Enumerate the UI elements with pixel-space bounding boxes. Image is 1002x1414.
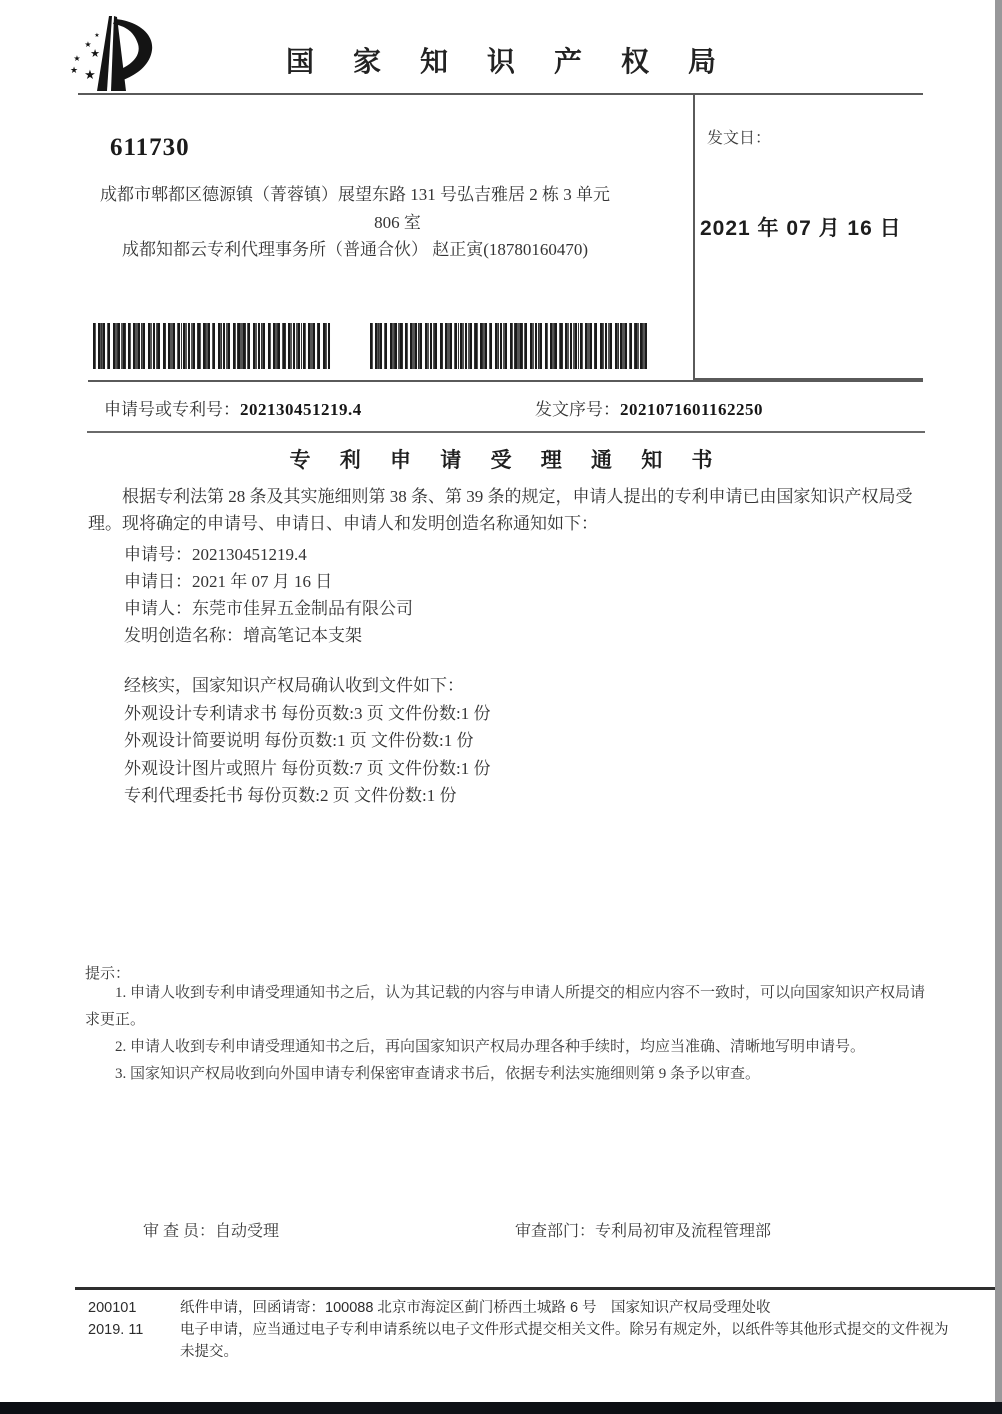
notice-title: 专 利 申 请 受 理 通 知 书 [289, 448, 725, 472]
svg-text:★: ★ [73, 54, 81, 63]
header-divider [78, 93, 923, 95]
postal-code: 611730 [110, 134, 190, 161]
recipient-agency-line: 成都知都云专利代理事务所（普通合伙） 赵正寅(18780160470) [122, 240, 589, 259]
footer-form-code-date: 2019. 11 [88, 1322, 144, 1338]
received-item: 外观设计专利请求书 每份页数:3 页 文件份数:1 份 [124, 703, 491, 723]
svg-text:★: ★ [84, 40, 92, 49]
recipient-address-line1: 成都市郫都区德源镇（菁蓉镇）展望东路 131 号弘吉雅居 2 栋 3 单元 [100, 185, 610, 204]
numbers-row-bottom-divider [87, 431, 925, 433]
serial-number-value: 2021071601162250 [620, 400, 764, 419]
field-invention-title [124, 622, 844, 649]
hints-list [85, 980, 933, 1088]
notice-fields [124, 541, 844, 649]
examiner [143, 1218, 279, 1241]
examiner-value: 自动受理 [215, 1223, 280, 1240]
serial-number [535, 395, 763, 420]
hint-item: 1. 申请人收到专利申请受理通知书之后，认为其记载的内容与申请人所提交的相应内容不一致时，可以向国家知识产权局请求更正。 [85, 985, 926, 1028]
footer-divider [75, 1287, 998, 1290]
office-title: 国 家 知 识 产 权 局 [285, 47, 732, 78]
department-value: 专利局初审及流程管理部 [595, 1223, 772, 1240]
field-value: 202130451219.4 [192, 545, 307, 564]
footer-form-code: 200101 [88, 1300, 137, 1316]
field-value: 东莞市佳昇五金制品有限公司 [192, 599, 413, 618]
footer-electronic-note: 电子申请，应当通过电子专利申请系统以电子文件形式提交相关文件。除另有规定外，以纸件等其他形式提交的文件视为未提交。 [180, 1322, 949, 1360]
received-item: 专利代理委托书 每份页数:2 页 文件份数:1 份 [124, 786, 457, 805]
department-label: 审查部门： [515, 1223, 596, 1240]
svg-text:★: ★ [90, 48, 100, 60]
field-label: 申请号： [124, 545, 192, 564]
field-label: 申请人： [124, 599, 192, 618]
field-value: 2021 年 07 月 16 日 [192, 572, 333, 591]
footer-form-codes [88, 1297, 168, 1341]
received-intro: 经核实，国家知识产权局确认收到文件如下： [124, 676, 464, 695]
received-item: 外观设计图片或照片 每份页数:7 页 文件份数:1 份 [124, 758, 491, 778]
footer-notes [180, 1297, 952, 1363]
svg-text:★: ★ [94, 33, 100, 39]
issue-date-value: 2021 年 07 月 16 日 [700, 217, 902, 240]
notice-intro: 根据专利法第 28 条及其实施细则第 38 条、第 39 条的规定，申请人提出的专利申请已由国家知识产权局受理。现将确定的申请号、申请日、申请人和发明创造名称通知如下： [88, 487, 913, 533]
hint-item: 2. 申请人收到专利申请受理通知书之后，再向国家知识产权局办理各种手续时，均应当准确、清晰地写明申请号。 [115, 1039, 866, 1055]
svg-text:★: ★ [69, 65, 79, 75]
issue-date-label: 发文日： [707, 130, 772, 147]
scan-edge-right [995, 0, 1002, 1402]
field-application-date [124, 568, 844, 595]
received-documents [124, 672, 884, 810]
examining-department [515, 1218, 771, 1241]
field-application-number [124, 541, 844, 568]
footer-paper-note: 纸件申请，回函请寄：100088 北京市海淀区蓟门桥西土城路 6 号 国家知识产权局受理处收 [180, 1300, 771, 1316]
application-number-value: 202130451219.4 [240, 400, 362, 419]
application-number-label: 申请号或专利号： [104, 400, 240, 419]
scan-edge-bottom [0, 1402, 1002, 1414]
application-number [104, 395, 362, 420]
examiner-label: 审 查 员： [143, 1223, 216, 1240]
field-label: 申请日： [124, 572, 192, 591]
hint-item: 3. 国家知识产权局收到向外国申请专利保密审查请求书后，依据专利法实施细则第 9 条予以审查。 [115, 1066, 761, 1082]
svg-text:★: ★ [84, 67, 96, 82]
recipient-address-line2: 806 室 [374, 213, 421, 232]
field-value: 增高笔记本支架 [243, 626, 362, 645]
field-applicant [124, 595, 844, 622]
serial-number-label: 发文序号： [535, 400, 620, 419]
hints-label: 提示： [85, 966, 131, 982]
barcode-right [370, 323, 650, 369]
numbers-row-top-divider [88, 380, 923, 382]
barcode-left [93, 323, 331, 369]
received-item: 外观设计简要说明 每份页数:1 页 文件份数:1 份 [124, 731, 474, 750]
field-label: 发明创造名称： [124, 626, 243, 645]
